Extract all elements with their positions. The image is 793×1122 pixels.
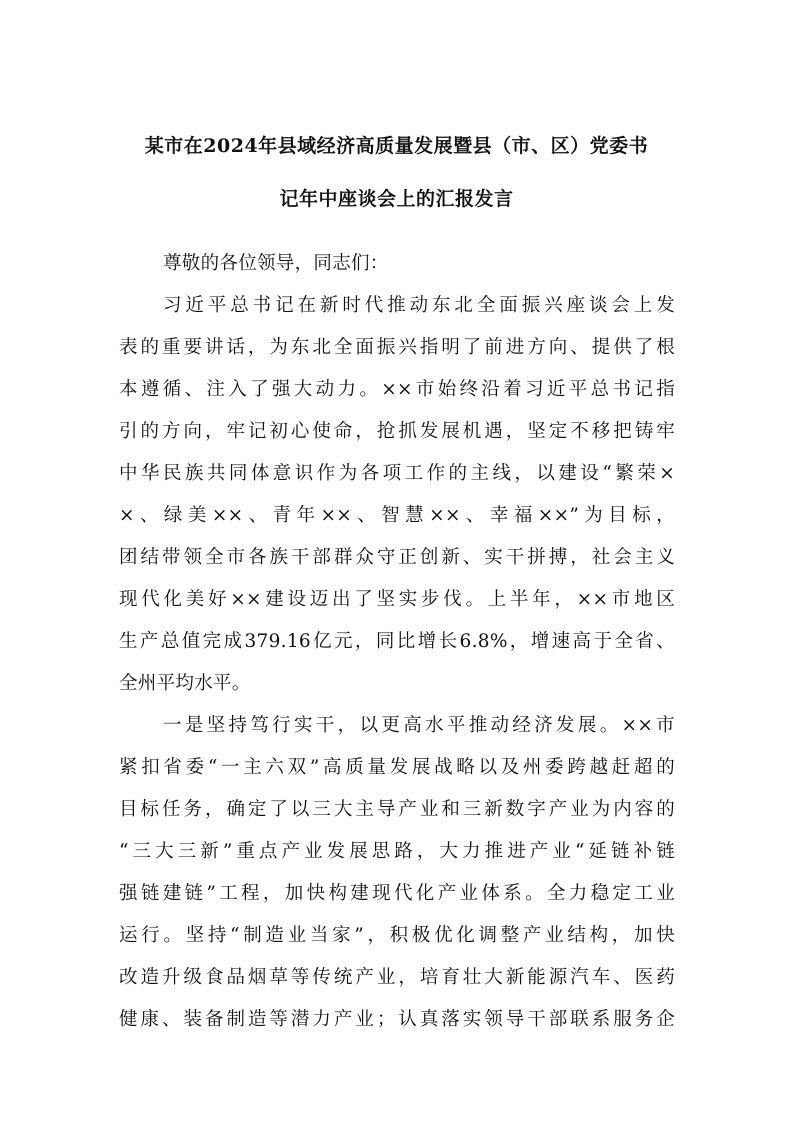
body-line: “三大三新”重点产业发展思路，大力推进产业“延链补链 [119, 841, 675, 862]
document-title-line-1: 某市在2024年县域经济高质量发展暨县（市、区）党委书 [144, 135, 649, 157]
body-line: 运行。坚持“制造业当家”，积极优化调整产业结构，加快 [119, 925, 675, 946]
body-line: 习近平总书记在新时代推动东北全面振兴座谈会上发 [163, 295, 675, 316]
body-line: 健康、装备制造等潜力产业；认真落实领导干部联系服务企 [119, 1009, 675, 1030]
body-line: 表的重要讲话，为东北全面振兴指明了前进方向、提供了根 [119, 337, 675, 358]
body-line: 目标任务，确定了以三大主导产业和三新数字产业为内容的 [119, 799, 675, 820]
salutation-line: 尊敬的各位领导，同志们： [163, 253, 389, 274]
body-line: 改造升级食品烟草等传统产业，培育壮大新能源汽车、医药 [119, 967, 675, 988]
body-line: 中华民族共同体意识作为各项工作的主线，以建设“繁荣× [119, 463, 675, 484]
body-line: 一是坚持笃行实干，以更高水平推动经济发展。××市 [163, 715, 675, 736]
body-line: 本遵循、注入了强大动力。××市始终沿着习近平总书记指 [119, 379, 675, 400]
body-line: 引的方向，牢记初心使命，抢抓发展机遇，坚定不移把铸牢 [119, 421, 675, 442]
body-line: 现代化美好××建设迈出了坚实步伐。上半年，××市地区 [119, 589, 675, 610]
document-title-line-2: 记年中座谈会上的汇报发言 [279, 188, 514, 210]
body-line: 紧扣省委“一主六双”高质量发展战略以及州委跨越赶超的 [119, 757, 675, 778]
body-line: 全州平均水平。 [119, 673, 251, 694]
body-line: 生产总值完成379.16亿元，同比增长6.8%，增速高于全省、 [119, 631, 675, 652]
body-line: 强链建链”工程，加快构建现代化产业体系。全力稳定工业 [119, 883, 675, 904]
body-line: 团结带领全市各族干部群众守正创新、实干拼搏，社会主义 [119, 547, 675, 568]
body-line: ×、绿美××、青年××、智慧××、幸福××”为目标， [119, 505, 675, 526]
